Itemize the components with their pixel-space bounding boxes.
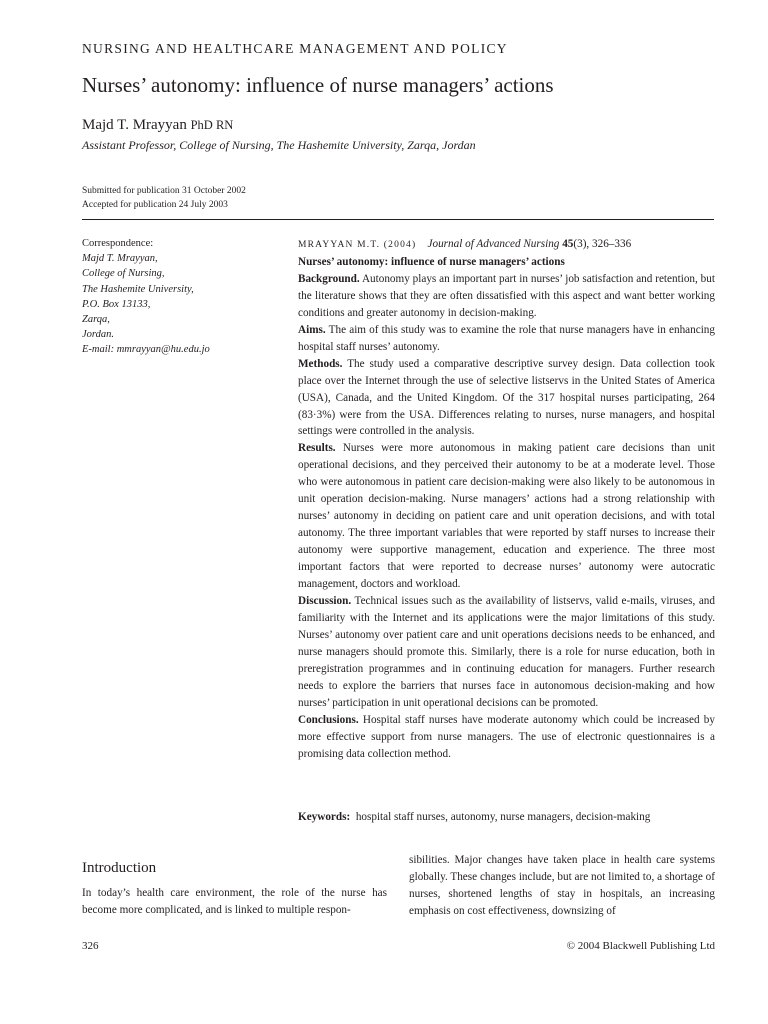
citation-journal: Journal of Advanced Nursing xyxy=(427,238,560,250)
introduction-heading: Introduction xyxy=(82,860,157,876)
abstract-results xyxy=(298,440,715,593)
keywords-list: hospital staff nurses, autonomy, nurse managers, decision-making xyxy=(355,811,651,823)
correspondence-line: The Hashemite University, xyxy=(82,283,194,295)
citation-authors: MRAYYAN M.T. (2004) xyxy=(298,240,417,250)
author-degrees: PhD RN xyxy=(190,118,234,132)
abstract-methods xyxy=(298,356,715,441)
abstract xyxy=(298,236,715,763)
correspondence-line: Zarqa, xyxy=(82,314,110,326)
abstract-conclusions xyxy=(298,712,715,763)
body-paragraph: sibilities. Major changes have taken place in health care systems globally. These changes include, but are not limited to, a shortage of nurses, shortened lengths of stay in hospitals, an increasing emphasis on cost effectiveness, downsizing of xyxy=(409,854,715,917)
copyright-notice: © 2004 Blackwell Publishing Ltd xyxy=(566,940,715,952)
correspondence-line: College of Nursing, xyxy=(82,268,165,280)
author-name: Majd T. Mrayyan xyxy=(82,117,187,133)
citation-line xyxy=(298,236,715,254)
submitted-date: Submitted for publication 31 October 2002 xyxy=(82,186,246,196)
correspondence-block xyxy=(82,236,210,358)
section-text: The aim of this study was to examine the role that nurse managers have in enhancing hospital staff nurses’ autonomy. xyxy=(298,323,715,353)
abstract-aims xyxy=(298,322,715,356)
correspondence-email: E-mail: mmrayyan@hu.edu.jo xyxy=(82,344,210,356)
body-paragraph: In today’s health care environment, the role of the nurse has become more complicated, and is linked to multiple respon- xyxy=(82,887,387,916)
section-label: Discussion. xyxy=(298,595,352,608)
section-label: Methods. xyxy=(298,357,343,370)
correspondence-label: Correspondence: xyxy=(82,238,154,249)
section-text: Nurses were more autonomous in making patient care decisions than unit operational decisions, and they perceived their autonomy to be at a moderate level. Those who were autonomous in patient care decision-making were also likely to be autonomous in unit operation decision-making. Nurse managers’ actions had a strong relationship with nurses’ autonomy in deciding on patient care and unit operation decisions, and with total autonomy. The three important variables that were reported by staff nurses to increase their autonomy were supportive management, education and experience. The three most important factors that were reported to decrease nurses’ autonomy were autocratic management, doctors and workload. xyxy=(298,442,716,591)
body-column-left xyxy=(82,860,387,919)
citation-title: Nurses’ autonomy: influence of nurse managers’ actions xyxy=(298,255,565,268)
journal-section-header: NURSING AND HEALTHCARE MANAGEMENT AND POLICY xyxy=(82,41,508,56)
keywords-label: Keywords xyxy=(298,811,347,823)
section-text: Autonomy plays an important part in nurses’ job satisfaction and retention, but the literature shows that they are often dissatisfied with this aspect and want better working conditions and greater autonomy in decision-making. xyxy=(298,272,715,319)
section-text: Hospital staff nurses have moderate autonomy which could be increased by more effective support from nurse managers. The use of electronic questionnaires is a promising data collection method. xyxy=(298,713,715,760)
page-number: 326 xyxy=(82,940,99,952)
section-label: Aims. xyxy=(298,323,326,336)
section-text: The study used a comparative descriptive survey design. Data collection took place over the Internet through the use of selective listservs in the United States of America (USA), Canada, and the United Kingdom. Of the 317 hospital nurses participating, 264 (83·3%) were from the USA. Differences relating to nurses, nurse managers, and hospital settings were controlled in the analysis. xyxy=(298,357,715,438)
section-label: Conclusions. xyxy=(298,713,359,726)
accepted-date: Accepted for publication 24 July 2003 xyxy=(82,200,228,210)
correspondence-line: P.O. Box 13133, xyxy=(82,298,151,310)
abstract-discussion xyxy=(298,593,715,712)
author-line xyxy=(82,117,233,134)
publication-dates xyxy=(82,184,246,212)
correspondence-line: Jordan. xyxy=(82,329,114,341)
header-divider xyxy=(82,219,714,220)
section-label: Background. xyxy=(298,272,360,285)
author-affiliation: Assistant Professor, College of Nursing, The Hashemite University, Zarqa, Jordan xyxy=(82,138,476,152)
section-label: Results. xyxy=(298,442,336,455)
citation-volume: 45 xyxy=(562,238,574,250)
correspondence-line: Majd T. Mrayyan, xyxy=(82,253,158,265)
citation-issue-pages: (3), 326–336 xyxy=(573,238,632,250)
keywords: Keywords: hospital staff nurses, autonomy, nurse managers, decision-making xyxy=(298,811,651,823)
section-text: Technical issues such as the availability of listservs, valid e-mails, viruses, and familiarity with the Internet and its applications were the major limitations of this study. Nurses’ autonomy over patient care and unit operations decisions needs to be enhanced, and nurse managers should promote this. Similarly, there is a role for nurse education, both in preregistration programmes and in continuing education for managers. Further research needs to explore the barriers that nurses face in autonomous decision-making and how nurses’ participation in unit operational decisions can be promoted. xyxy=(298,595,715,709)
abstract-background xyxy=(298,271,715,322)
article-title: Nurses’ autonomy: influence of nurse managers’ actions xyxy=(82,73,554,97)
body-column-right xyxy=(409,852,715,920)
